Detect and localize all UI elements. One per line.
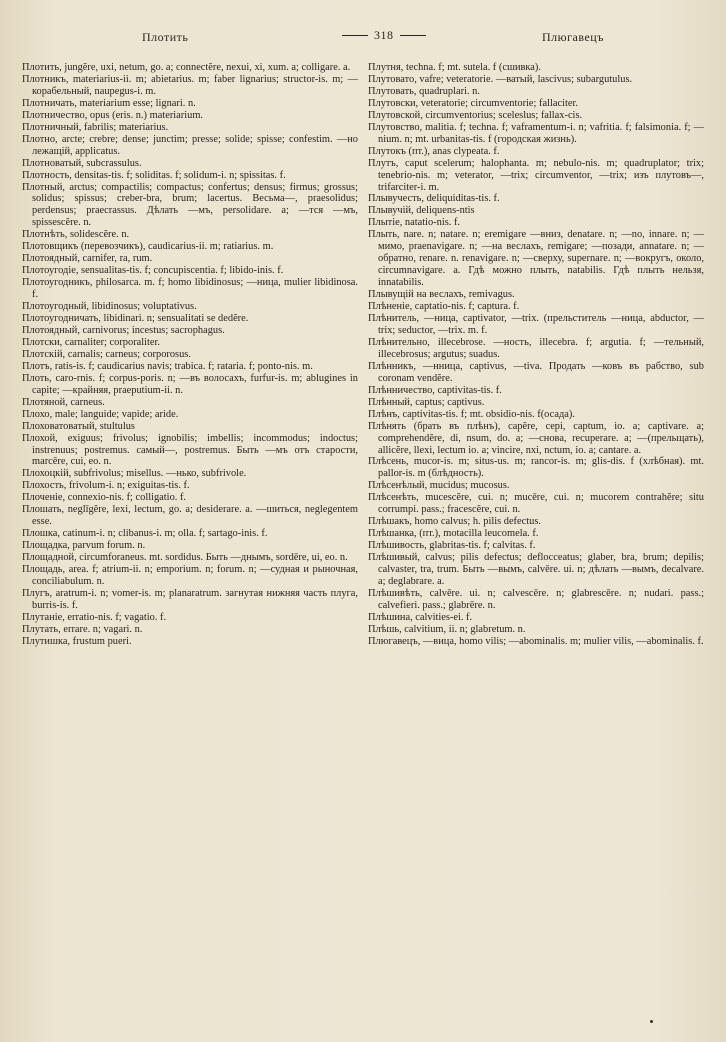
dictionary-entry: Плотность, densitas-tis. f; soliditas. f; solidum-i. n; spissitas. f. [22, 169, 286, 181]
dictionary-entry: Плотничный, fabrilis; materiarius. [22, 121, 169, 133]
dictionary-entry: Плывущій на веслахъ, remivagus. [368, 289, 515, 301]
dictionary-entry: Плыть, nare. n; natare. n; eremigare —вниз, denatare. n; —no, innare. n; —мимо, praenavigare. n; —на веслахъ, remigare; —позади, annatare. n; —обратно, renare. n. renavigare. n; —сверху, supernare. n; —вокругъ, около, circumnavigare. a. Гдѣ можно плыть, natabilis. Гдѣ плыть нельзя, innatabilis. [368, 229, 704, 289]
left-column [22, 62, 358, 648]
dictionary-entry: Плутать, errare. n; vagari. n. [22, 623, 143, 635]
dictionary-entry: Плутаніе, erratio-nis. f; vagatio. f. [22, 611, 167, 623]
dictionary-entry: Плохоцкій, subfrivolus; misellus. —нько, subfrivole. [22, 468, 247, 480]
dictionary-entry: Плутовски, veteratorie; circumventorie; fallaciter. [368, 97, 578, 109]
dictionary-entry: Плытіе, natatio-nis. f. [368, 217, 461, 229]
header-right-guide-word: Плюгавецъ [542, 30, 604, 44]
dictionary-entry: Плѣнять (брать въ плѣнъ), capĕre, cepi, captum, io. a; captivare. a; comprehendĕre, di, nsum, do. a; —снова, recuperare. a; —(прельщать), allicĕre, llexi, lectum io. a; vincire, nxi, nctum, io. a; cantare. a. [368, 420, 704, 456]
dictionary-entry: Площадь, area. f; atrium-ii. n; emporium. n; forum. n; —судная и рыночная, conciliabulum. n. [22, 564, 358, 587]
dictionary-entry: Плѣшанка, (пт.), motacilla leucomela. f. [368, 528, 539, 540]
dictionary-entry: Плоховатоватый, stultulus [22, 420, 135, 432]
dictionary-entry: Плѣнительно, illecebrose. —ность, illecebra. f; argutia. f; —тельный, illecebrosus; argutus; suadus. [368, 336, 704, 360]
dictionary-entry: Плотнѣть, solidescĕre. n. [22, 229, 130, 241]
dictionary-entry: Плохой, exiguus; frivolus; ignobilis; imbellis; incommodus; indoctus; instrenuus; postremus. самый—, postremus. Быть —мъ отъ старости, marcēre, cui, eo. n. [22, 432, 358, 468]
dictionary-entry: Плѣнничество, captivitas-tis. f. [368, 384, 502, 396]
dictionary-entry: Плотяной, carneus. [22, 396, 105, 408]
dictionary-entry: Плывучій, deliquens-ntis [368, 205, 475, 217]
dictionary-entry: Плутовать, quadruplari. n. [368, 85, 480, 97]
dictionary-entry: Плутъ, caput scelerum; halophanta. m; nebulo-nis. m; quadruplator; trix; tenebrio-nis. m; veterator, —trix; circumventor, —trix; изъ плутовъ—, trifarciter-i. m. [368, 157, 704, 193]
dictionary-entry: Площадной, circumforaneus. mt. sordidus. Быть —днымъ, sordēre, ui, eo. n. [22, 552, 348, 564]
dictionary-entry: Плутовской, circumventorius; sceleslus; fallax-cis. [368, 109, 583, 121]
dictionary-entry: Плотоядный, carnivorus; incestus; sacrophagus. [22, 324, 225, 336]
dictionary-entry: Плутовство, malitia. f; techna. f; vaframentum-i. n; vafritia. f; falsimonia. f; —nium. n; mt. urbanitas-tis. f (городская жизнь). [368, 121, 704, 145]
dictionary-entry: Плотски, carnaliter; corporaliter. [22, 336, 161, 348]
dictionary-entry: Плѣнитель, —ница, captivator, —trix. (прельститель —ница, abductor, —trix; seductor, —trix. m. f. [368, 313, 704, 336]
dictionary-entry: Плотъ, ratis-is. f; caudicarius navis; trabica. f; rataria. f; ponto-nis. m. [22, 360, 313, 372]
right-column [368, 62, 704, 648]
dictionary-entry: Плотоядный, carnifer, ra, rum. [22, 253, 153, 265]
print-speck [650, 1020, 653, 1023]
dictionary-entry: Плошать, neglīgĕre, lexi, lectum, go. a; desiderare. a. —шиться, neglegentem esse. [22, 504, 358, 528]
dictionary-entry: Плюгавецъ, —вица, homo vilis; —abominalis. m; mulier vilis, —abominalis. f. [368, 635, 704, 647]
columns [22, 62, 704, 648]
dictionary-entry: Плѣнъ, captivitas-tis. f; mt. obsidio-nis. f(осада). [368, 408, 575, 420]
dictionary-entry: Плотскій, carnalis; carneus; corporosus. [22, 348, 191, 360]
dictionary-entry: Плутишка, frustum pueri. [22, 635, 132, 647]
dictionary-entry: Плоть, caro-rnis. f; corpus-poris. n; —въ волосахъ, furfur-is. m; ablugines in capite; —крайняя, praeputium-ii. n. [22, 372, 358, 396]
dictionary-entry: Плотоугодіе, sensualitas-tis. f; concupiscentia. f; libido-inis. f. [22, 265, 284, 277]
dictionary-entry: Плотникъ, materiarius-ii. m; abietarius. m; faber lignarius; structor-is. m; —корабельный, naupegus-i. m. [22, 73, 358, 97]
dictionary-entry: Плотить, jungĕre, uxi, netum, go. a; connectĕre, nexui, xi, xum. a; colligare. a. [22, 62, 351, 73]
dictionary-entry: Плѣсенѣлый, mucidus; mucosus. [368, 480, 510, 492]
header-rule-left [342, 35, 368, 36]
dictionary-entry: Плутня, techna. f; mt. sutela. f (сшивка). [368, 62, 541, 73]
dictionary-entry: Плѣшивый, calvus; pilis defectus; deflocceatus; glaber, bra, brum; depilis; calvaster, tra, trum. Быть —вымъ, calvēre. ui. n; дѣлать —вымъ, decalvare. a; deglabrare. a. [368, 552, 704, 587]
page-number-group [342, 28, 426, 43]
dictionary-entry: Плѣнникъ, —нница, captivus, —tiva. Продать —ковъ въ рабство, sub coronam vendĕre. [368, 360, 704, 384]
dictionary-entry: Площадка, parvum forum. n. [22, 540, 146, 552]
dictionary-entry: Плотный, arctus; compactilis; compactus; confertus; densus; firmus; grossus; solidus; spissus; creber-bra, brum; lacertus. Весьма—, praesolidus; perdensus; praecrassus. Дѣлать —мъ, persolidare. a; —тся —мъ, spissescĕre. n. [22, 181, 358, 229]
header-left-guide-word: Плотить [142, 30, 189, 44]
dictionary-entry: Плотно, arcte; crebre; dense; junctim; presse; solide; spisse; confestim. —но лежащій, applicatus. [22, 133, 358, 157]
dictionary-entry: Плѣшивѣть, calvēre. ui. n; calvescēre. n; glabrescēre. n; nudari. pass.; calvefieri. pass.; glabrēre. n. [368, 587, 704, 611]
page-header [22, 30, 704, 58]
dictionary-entry: Плотноватый, subcrassulus. [22, 157, 142, 169]
dictionary-entry: Плоченіе, connexio-nis. f; colligatio. f. [22, 492, 187, 504]
dictionary-entry: Плохо, male; languide; vapide; aride. [22, 408, 179, 420]
dictionary-entry: Плѣненіе, captatio-nis. f; captura. f. [368, 301, 520, 313]
dictionary-entry: Плѣшакъ, homo calvus; h. pilis defectus. [368, 516, 541, 528]
dictionary-entry: Плотничество, opus (eris. n.) materiarium. [22, 109, 203, 121]
dictionary-entry: Плотоугодникъ, philosarca. m. f; homo libidinosus; —ница, mulier libidinosa. f. [22, 277, 358, 301]
dictionary-entry: Плѣшь, calvitium, ii. n; glabretum. n. [368, 623, 526, 635]
page-number: 318 [374, 28, 394, 42]
dictionary-entry: Плывучесть, deliquiditas-tis. f. [368, 193, 500, 205]
dictionary-entry: Плохость, frivolum-i. n; exiguitas-tis. f. [22, 480, 190, 492]
dictionary-entry: Плѣнный, captus; captivus. [368, 396, 485, 408]
dictionary-entry: Плутокъ (пт.), anas clypeata. f. [368, 145, 500, 157]
header-rule-right [400, 35, 426, 36]
dictionary-entry: Плотоугодный, libidinosus; voluptativus. [22, 301, 197, 313]
dictionary-entry: Плошка, catinum-i. n; clibanus-i. m; olla. f; sartago-inis. f. [22, 528, 268, 540]
dictionary-entry: Плѣсенѣть, mucescĕre, cui. n; mucēre, cui. n; mucorem contrahĕre; situ corrumpi. pass.; fracescĕre, cui. n. [368, 492, 704, 516]
dictionary-entry: Плѣшина, calvities-ei. f. [368, 611, 473, 623]
dictionary-entry: Плотничать, materiarium esse; lignari. n. [22, 97, 196, 109]
dictionary-entry: Плутовато, vafre; veteratorie. —ватый, lascivus; subargutulus. [368, 73, 633, 85]
dictionary-entry: Плѣсень, mucor-is. m; situs-us. m; rancor-is. m; glis-dis. f (хлѣбная). mt. pallor-is. m (блѣдность). [368, 456, 704, 480]
dictionary-entry: Плотовщикъ (перевозчикъ), caudicarius-ii. m; ratiarius. m. [22, 241, 274, 253]
dictionary-entry: Плѣшивость, glabritas-tis. f; calvitas. f. [368, 540, 536, 552]
dictionary-entry: Плотоугодничать, libidinari. n; sensualitati se dedĕre. [22, 313, 249, 325]
dictionary-entry: Плугъ, aratrum-i. n; vomer-is. m; planaratrum. загнутая нижняя часть плуга, burris-is. f. [22, 587, 358, 611]
